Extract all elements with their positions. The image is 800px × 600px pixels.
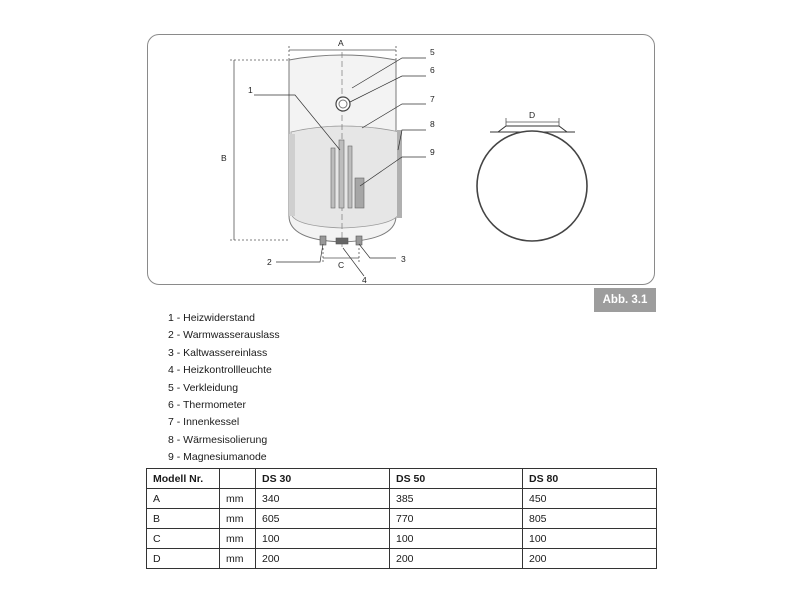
figure-label: Abb. 3.1: [594, 288, 656, 312]
label-4: 4: [362, 275, 367, 285]
table-cell: 200: [523, 549, 657, 569]
table-cell: 385: [390, 489, 523, 509]
table-cell: mm: [220, 509, 256, 529]
legend-item: 9 - Magnesiumanode: [168, 451, 267, 464]
table-row: [147, 489, 657, 509]
legend-item: 5 - Verkleidung: [168, 381, 239, 394]
table-cell: 100: [390, 529, 523, 549]
label-9: 9: [430, 147, 435, 157]
table-cell: 605: [256, 509, 390, 529]
table-row: [147, 509, 657, 529]
table-cell: B: [147, 509, 220, 529]
table-row: [147, 529, 657, 549]
table-header-row: [147, 469, 657, 489]
label-3: 3: [401, 254, 406, 264]
table-cell: C: [147, 529, 220, 549]
table-cell: 805: [523, 509, 657, 529]
label-d: D: [529, 110, 536, 120]
legend-item: 7 - Innenkessel: [168, 416, 240, 429]
table-row: [147, 549, 657, 569]
table-cell: 340: [256, 489, 390, 509]
legend-item: 4 - Heizkontrollleuchte: [168, 364, 272, 377]
label-8: 8: [430, 119, 435, 129]
tank-body: [289, 52, 402, 250]
header-ds50: DS 50: [390, 469, 523, 489]
header-ds30: DS 30: [256, 469, 390, 489]
table-cell: 200: [256, 549, 390, 569]
label-b: B: [221, 153, 227, 163]
legend-item: 3 - Kaltwassereinlass: [168, 346, 268, 359]
dimension-b: [230, 60, 290, 240]
label-2: 2: [267, 257, 272, 267]
parts-legend: [168, 310, 280, 467]
table-cell: 450: [523, 489, 657, 509]
label-a: A: [338, 38, 344, 48]
label-6: 6: [430, 65, 435, 75]
table-cell: 100: [256, 529, 390, 549]
label-5: 5: [430, 47, 435, 57]
table-cell: mm: [220, 549, 256, 569]
legend-item: 1 - Heizwiderstand: [168, 312, 255, 324]
label-1: 1: [248, 85, 253, 95]
header-unit: [220, 469, 256, 489]
thermometer-icon: [336, 97, 350, 111]
table-cell: mm: [220, 489, 256, 509]
legend-item: 6 - Thermometer: [168, 398, 246, 411]
header-ds80: DS 80: [523, 469, 657, 489]
label-7: 7: [430, 94, 435, 104]
table-cell: 200: [390, 549, 523, 569]
table-cell: D: [147, 549, 220, 569]
header-model: Modell Nr.: [147, 469, 220, 489]
table-cell: A: [147, 489, 220, 509]
legend-item: 8 - Wärmesisolierung: [168, 433, 268, 446]
label-c: C: [338, 260, 345, 270]
table-cell: mm: [220, 529, 256, 549]
legend-item: 2 - Warmwasserauslass: [168, 329, 280, 342]
side-view: [477, 126, 587, 241]
table-cell: 100: [523, 529, 657, 549]
dimensions-table: [146, 468, 657, 569]
table-cell: 770: [390, 509, 523, 529]
